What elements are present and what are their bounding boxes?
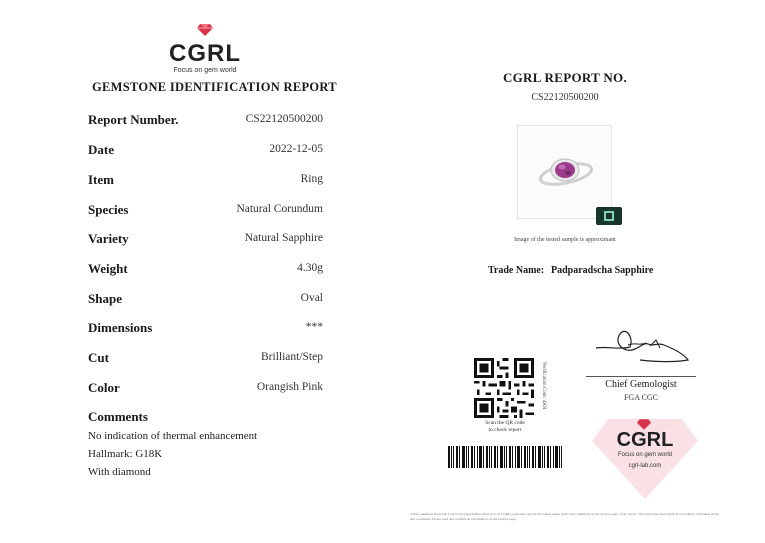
report-no-title: CGRL REPORT NO. [502,70,628,85]
chief-gemologist-title: Chief Gemologist [605,379,677,390]
brand-name: CGRL [169,40,241,67]
signature [588,320,698,370]
sample-photo [517,125,612,219]
field-value-variety: Natural Sapphire [244,232,323,244]
scan-line-2: to check report [488,427,522,433]
gem-icon [197,24,213,36]
comment-line: Hallmark: G18K [88,448,163,460]
field-label-report-number: Report Number. [88,112,179,127]
comment-line: With diamond [88,466,151,478]
field-value-color: Orangish Pink [256,381,323,393]
report-title: GEMSTONE IDENTIFICATION REPORT [92,80,337,94]
trade-name-value: Padparadscha Sapphire [551,265,654,276]
field-value-dimensions: *** [305,321,323,333]
field-label-shape: Shape [88,291,122,306]
scan-instruction [468,420,542,434]
ring-image [518,126,611,218]
field-label-cut: Cut [88,350,109,365]
brand-logo [160,24,250,74]
field-value-date: 2022-12-05 [269,143,323,155]
comment-line: No indication of thermal enhancement [88,430,258,442]
seal-url: cgrl-lab.com [628,463,662,469]
seal-tagline: Focus on gem world [617,452,673,458]
brand-tagline: Focus on gem world [173,67,237,74]
qr-code[interactable] [474,358,534,418]
field-value-cut: Brilliant/Step [261,351,323,363]
chief-credentials: FGA CGC [623,393,658,402]
seal-brand-name: CGRL [616,429,674,451]
lab-seal [590,405,700,500]
signature-line [586,376,696,377]
scan-line-1: Scan the QR code [485,420,525,426]
qr-thumbnail [596,207,622,225]
field-label-date: Date [88,142,114,157]
barcode [448,446,562,468]
field-label-variety: Variety [88,231,129,246]
field-value-item: Ring [300,173,323,185]
field-value-weight: 4.30g [297,262,323,274]
image-note: Image of the tested sample is approximant [514,237,616,243]
field-label-color: Color [88,380,120,395]
field-value-report-number: CS22120500200 [245,113,323,125]
report-no-value: CS22120500200 [531,92,599,103]
field-value-species: Natural Corundum [236,203,323,215]
trade-name-label: Trade Name: [488,265,545,276]
field-label-weight: Weight [88,261,128,276]
field-label-dimensions: Dimensions [88,320,153,335]
field-label-species: Species [88,202,129,217]
field-label-item: Item [88,172,114,187]
field-value-shape: Oval [300,292,323,304]
comments-label: Comments [88,409,148,424]
footer-disclaimer: China Gemstone Research Laboratory (hereinafter referred to as CGRL) gemstone reports are issued under terms and conditions on the reverse page of the report. This report has been made in accordance with these terms and conditions. Please read and confirm all information on the reverse page. [410,512,719,521]
verification-code: Verification Code: 4KR [541,362,546,410]
